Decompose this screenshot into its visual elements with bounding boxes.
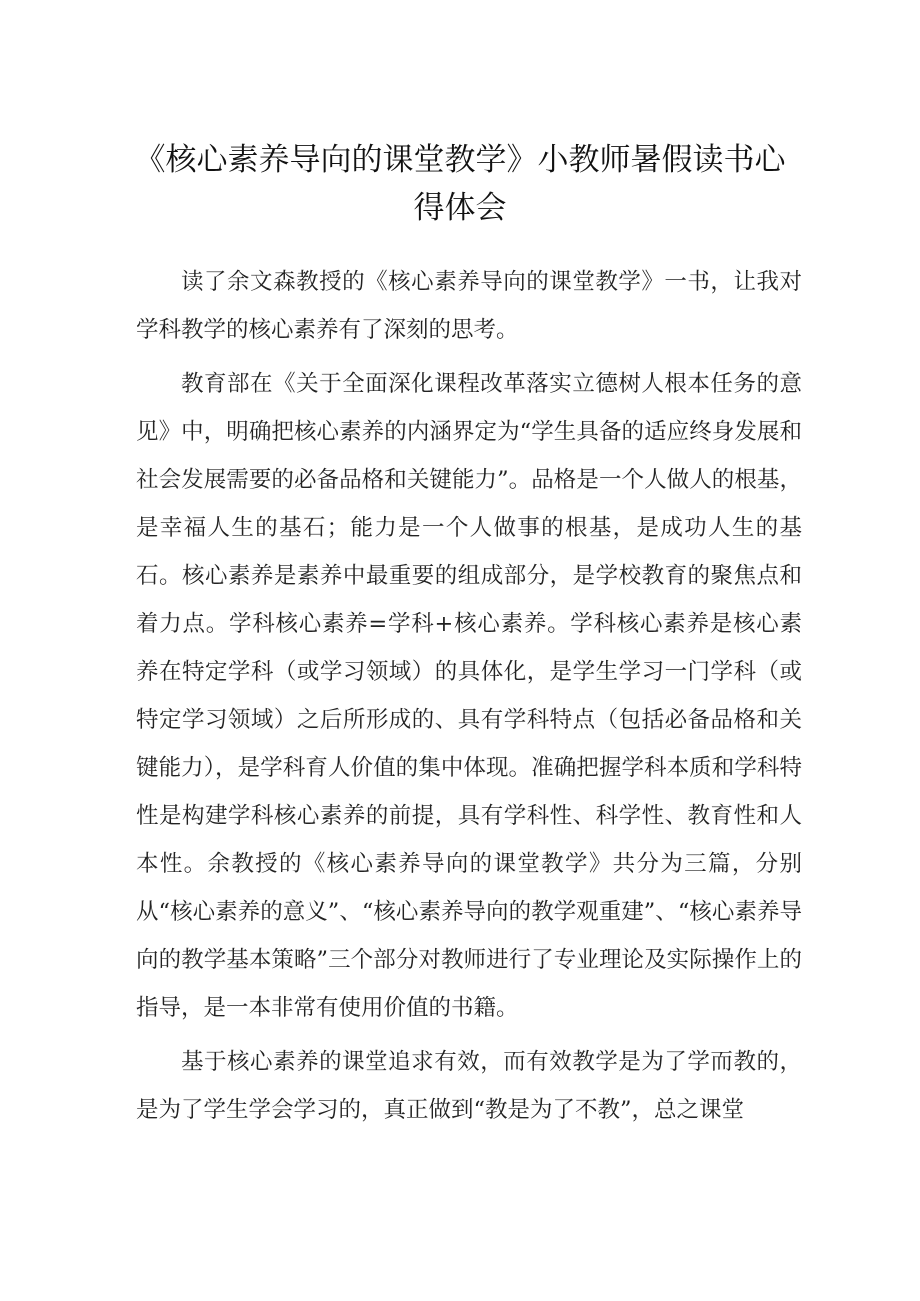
document-body (136, 258, 802, 1140)
paragraph-1: 读了余文森教授的《核心素养导向的课堂教学》一书，让我对学科教学的核心素养有了深刻的思考。 (136, 269, 802, 343)
document-title: 《核心素养导向的课堂教学》小教师暑假读书心得体会 (134, 142, 786, 226)
paragraph-2: 教育部在《关于全面深化课程改革落实立德树人根本任务的意见》中，明确把核心素养的内涵界定为“学生具备的适应终身发展和社会发展需要的必备品格和关键能力”。品格是一个人做人的根基，是幸福人生的基石；能力是一个人做事的根基，是成功人生的基石。核心素养是素养中最重要的组成部分，是学校教育的聚焦点和着力点。学科核心素养=学科+核心素养。学科核心素养是核心素养在特定学科（或学习领域）的具体化，是学生学习一门学科（或特定学习领域）之后所形成的、具有学科特点（包括必备品格和关键能力），是学科育人价值的集中体现。准确把握学科本质和学科特性是构建学科核心素养的前提，具有学科性、科学性、教育性和人本性。余教授的《核心素养导向的课堂教学》共分为三篇，分别从“核心素养的意义”、“核心素养导向的教学观重建”、“核心素养导向的教学基本策略”三个部分对教师进行了专业理论及实际操作上的指导，是一本非常有使用价值的书籍。 (136, 371, 802, 1021)
paragraph-3: 基于核心素养的课堂追求有效，而有效教学是为了学而教的，是为了学生学会学习的，真正做到“教是为了不教”，总之课堂 (136, 1049, 802, 1123)
